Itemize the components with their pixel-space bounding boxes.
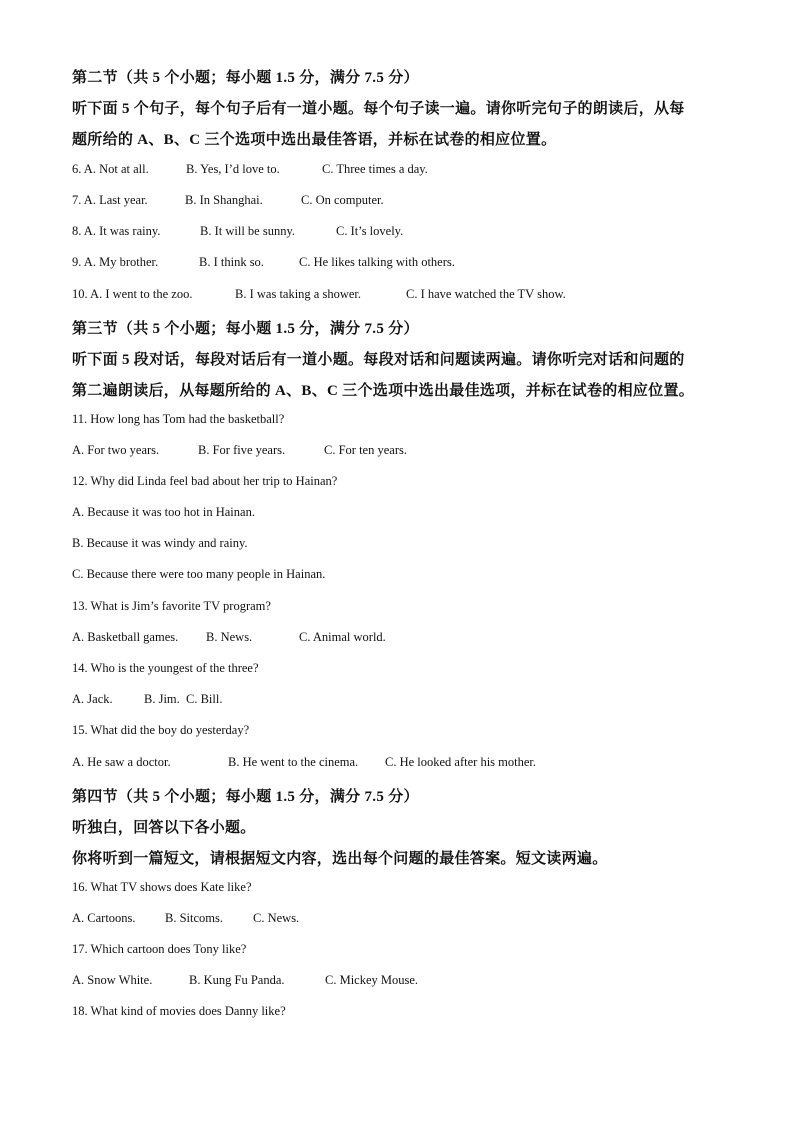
question-18-text: 18. What kind of movies does Danny like? [72, 1004, 286, 1018]
option-c[interactable]: C. I have watched the TV show. [406, 287, 566, 301]
question-16-options [72, 911, 299, 926]
option-a[interactable]: A. He saw a doctor. [72, 755, 171, 769]
question-12-option-a[interactable]: A. Because it was too hot in Hainan. [72, 505, 255, 519]
option-c[interactable]: C. News. [253, 911, 300, 925]
option-b[interactable]: B. News. [206, 630, 253, 644]
option-c[interactable]: C. Mickey Mouse. [325, 973, 419, 987]
question-13-text: 13. What is Jim’s favorite TV program? [72, 599, 271, 613]
question-7 [72, 193, 384, 208]
section2-instruction-line1: 听下面 5 个句子，每个句子后有一道小题。每个句子读一遍。请你听完句子的朗读后，从每 [72, 101, 685, 117]
section3-instruction-line1: 听下面 5 段对话，每段对话后有一道小题。每段对话和问题读两遍。请你听完对话和问题的 [72, 352, 685, 368]
option-b[interactable]: B. Kung Fu Panda. [189, 973, 285, 987]
question-14-text: 14. Who is the youngest of the three? [72, 661, 259, 675]
question-17-text: 17. Which cartoon does Tony like? [72, 942, 247, 956]
option-c[interactable]: C. It’s lovely. [336, 224, 404, 238]
question-14-options [72, 692, 222, 707]
option-a[interactable]: A. Snow White. [72, 973, 153, 987]
option-a[interactable]: A. Basketball games. [72, 630, 179, 644]
section2-instruction-line2: 题所给的 A、B、C 三个选项中选出最佳答语，并标在试卷的相应位置。 [72, 132, 557, 148]
option-c[interactable]: C. Bill. [186, 692, 223, 706]
option-b[interactable]: B. I think so. [199, 255, 264, 269]
option-b[interactable]: B. For five years. [198, 443, 286, 457]
question-11-options [72, 443, 407, 458]
question-16-text: 16. What TV shows does Kate like? [72, 880, 252, 894]
question-12-option-c[interactable]: C. Because there were too many people in Hainan. [72, 567, 326, 581]
question-8 [72, 224, 403, 239]
option-b[interactable]: B. It will be sunny. [200, 224, 296, 238]
question-17-options [72, 973, 418, 988]
question-15-text: 15. What did the boy do yesterday? [72, 723, 250, 737]
option-c[interactable]: C. Three times a day. [322, 162, 428, 176]
option-a[interactable]: A. Jack. [72, 692, 113, 706]
option-a[interactable]: A. For two years. [72, 443, 160, 457]
option-c[interactable]: C. On computer. [301, 193, 384, 207]
question-12-option-b[interactable]: B. Because it was windy and rainy. [72, 536, 248, 550]
question-10 [72, 287, 566, 302]
option-b[interactable]: B. Jim. [144, 692, 180, 706]
section3-heading: 第三节（共 5 个小题；每小题 1.5 分，满分 7.5 分） [72, 321, 419, 337]
option-a[interactable]: A. Cartoons. [72, 911, 136, 925]
option-c[interactable]: C. He likes talking with others. [299, 255, 455, 269]
question-15-options [72, 755, 536, 770]
option-b[interactable]: B. Yes, I’d love to. [186, 162, 280, 176]
question-11-text: 11. How long has Tom had the basketball? [72, 412, 285, 426]
question-6 [72, 162, 428, 177]
option-c[interactable]: C. Animal world. [299, 630, 386, 644]
option-a[interactable]: 8. A. It was rainy. [72, 224, 161, 238]
question-9 [72, 255, 455, 270]
option-a[interactable]: 6. A. Not at all. [72, 162, 149, 176]
option-b[interactable]: B. In Shanghai. [185, 193, 263, 207]
option-b[interactable]: B. I was taking a shower. [235, 287, 362, 301]
section4-heading: 第四节（共 5 个小题；每小题 1.5 分，满分 7.5 分） [72, 789, 419, 805]
option-a[interactable]: 10. A. I went to the zoo. [72, 287, 193, 301]
option-b[interactable]: B. He went to the cinema. [228, 755, 359, 769]
option-a[interactable]: 7. A. Last year. [72, 193, 148, 207]
option-c[interactable]: C. He looked after his mother. [385, 755, 537, 769]
option-a[interactable]: 9. A. My brother. [72, 255, 159, 269]
section4-instruction-line2: 你将听到一篇短文，请根据短文内容，选出每个问题的最佳答案。短文读两遍。 [72, 851, 608, 867]
section4-instruction-line1: 听独白，回答以下各小题。 [72, 820, 256, 836]
section3-instruction-line2: 第二遍朗读后，从每题所给的 A、B、C 三个选项中选出最佳选项，并标在试卷的相应位置。 [72, 383, 695, 399]
option-b[interactable]: B. Sitcoms. [165, 911, 223, 925]
option-c[interactable]: C. For ten years. [324, 443, 407, 457]
section2-heading: 第二节（共 5 个小题；每小题 1.5 分，满分 7.5 分） [72, 70, 419, 86]
question-13-options [72, 630, 386, 645]
question-12-text: 12. Why did Linda feel bad about her trip to Hainan? [72, 474, 338, 488]
